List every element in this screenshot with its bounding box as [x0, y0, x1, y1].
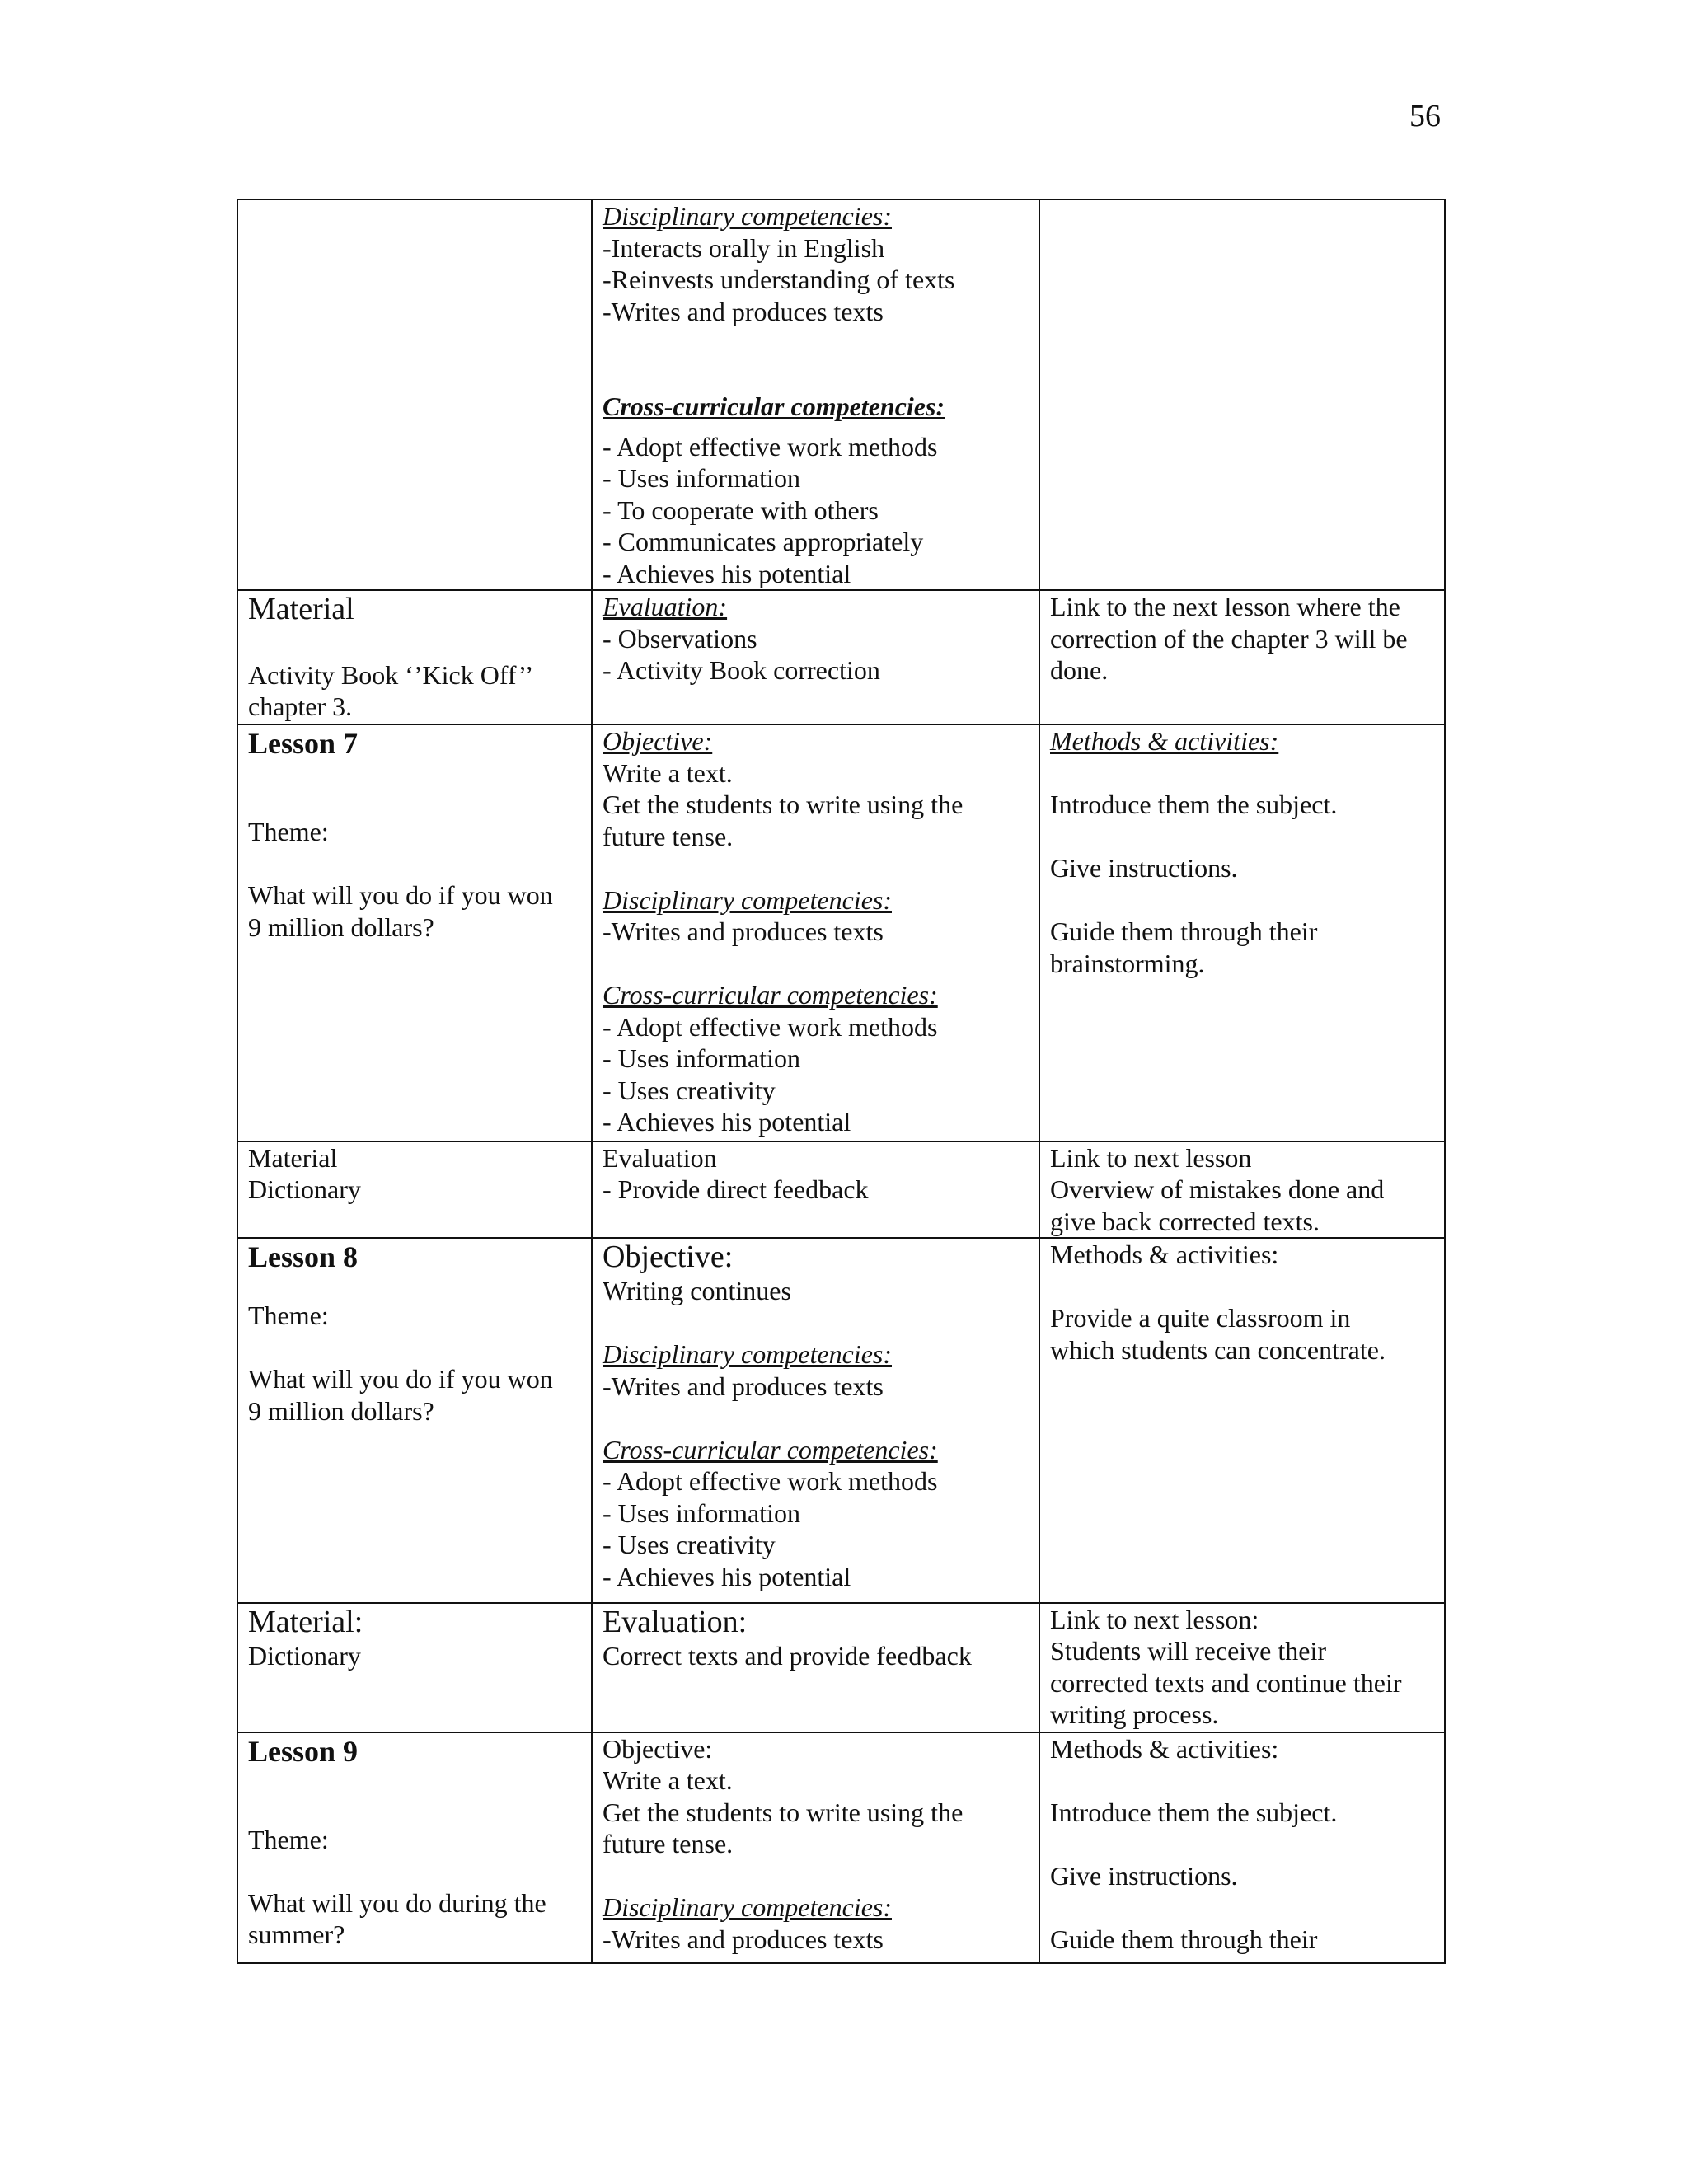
- table-row: [237, 1732, 1445, 1963]
- material-title: Material:: [248, 1604, 363, 1639]
- disciplinary-heading: Disciplinary competencies:: [603, 1339, 892, 1370]
- method-line: Guide them through their: [1050, 1924, 1318, 1954]
- row1-right-cell: [1039, 199, 1445, 590]
- theme-text: summer?: [248, 1919, 345, 1950]
- material-line: chapter 3.: [248, 691, 353, 722]
- table-row: [237, 590, 1445, 724]
- table-row: [237, 1603, 1445, 1732]
- objective-line: Write a text.: [603, 757, 733, 788]
- evaluation-line: - Provide direct feedback: [603, 1174, 869, 1205]
- evaluation-heading: Evaluation:: [603, 592, 728, 622]
- lesson-9-cell: [237, 1732, 592, 1963]
- objective-heading: Objective:: [603, 1240, 734, 1275]
- lesson-plan-table: [237, 199, 1446, 1964]
- material-title: Material: [248, 592, 354, 627]
- evaluation-cell: [592, 1603, 1039, 1732]
- lesson-8-cell: [237, 1238, 592, 1602]
- objective-line: future tense.: [603, 1829, 734, 1859]
- theme-text: What will you do during the: [248, 1887, 546, 1918]
- link-cell: [1039, 590, 1445, 724]
- list-item: - Achieves his potential: [603, 1561, 851, 1591]
- row1-left-cell: [237, 199, 592, 590]
- lesson-title: Lesson 7: [248, 727, 359, 761]
- theme-text: 9 million dollars?: [248, 1395, 434, 1426]
- theme-label: Theme:: [248, 1824, 329, 1854]
- objective-line: Get the students to write using the: [603, 1797, 964, 1827]
- objective-line: future tense.: [603, 821, 734, 851]
- list-item: -Writes and produces texts: [603, 1371, 884, 1401]
- lesson-7-methods-cell: [1039, 724, 1445, 1141]
- material-line: Dictionary: [248, 1640, 361, 1671]
- link-line: corrected texts and continue their: [1050, 1667, 1402, 1698]
- list-item: -Writes and produces texts: [603, 916, 884, 947]
- material-line: Dictionary: [248, 1174, 361, 1205]
- link-line: give back corrected texts.: [1050, 1206, 1320, 1236]
- list-item: - Uses information: [603, 1043, 800, 1074]
- method-line: which students can concentrate.: [1050, 1334, 1386, 1365]
- material-cell: [237, 1141, 592, 1239]
- table-row: [237, 1141, 1445, 1239]
- method-line: Provide a quite classroom in: [1050, 1303, 1351, 1333]
- theme-label: Theme:: [248, 1301, 329, 1331]
- link-line: done.: [1050, 655, 1109, 686]
- list-item: - Observations: [603, 623, 757, 654]
- page-number: 56: [1409, 99, 1441, 134]
- list-item: - Achieves his potential: [603, 558, 851, 588]
- theme-text: 9 million dollars?: [248, 912, 434, 942]
- method-line: brainstorming.: [1050, 948, 1205, 978]
- lesson-9-objective-cell: [592, 1732, 1039, 1963]
- link-line: Students will receive their: [1050, 1636, 1327, 1666]
- cross-curricular-heading: Cross-curricular competencies:: [603, 391, 945, 421]
- list-item: -Interacts orally in English: [603, 232, 885, 263]
- theme-text: What will you do if you won: [248, 880, 553, 911]
- lesson-7-objective-cell: [592, 724, 1039, 1141]
- objective-heading: Objective:: [603, 1733, 713, 1764]
- list-item: - Communicates appropriately: [603, 527, 924, 556]
- objective-line: Writing continues: [603, 1276, 791, 1306]
- row1-middle-cell: [592, 199, 1039, 590]
- objective-line: Get the students to write using the: [603, 790, 964, 820]
- evaluation-heading: Evaluation:: [603, 1604, 748, 1639]
- link-cell: [1039, 1141, 1445, 1239]
- evaluation-cell: [592, 590, 1039, 724]
- link-line: Link to next lesson:: [1050, 1604, 1259, 1634]
- material-cell: [237, 1603, 592, 1732]
- list-item: - Uses creativity: [603, 1075, 776, 1105]
- link-line: correction of the chapter 3 will be: [1050, 623, 1408, 654]
- list-item: - Achieves his potential: [603, 1107, 851, 1137]
- link-line: Link to the next lesson where the: [1050, 592, 1400, 622]
- lesson-title: Lesson 9: [248, 1734, 359, 1768]
- link-line: writing process.: [1050, 1699, 1219, 1730]
- methods-heading: Methods & activities:: [1050, 726, 1279, 757]
- list-item: - To cooperate with others: [603, 494, 879, 525]
- method-line: Give instructions.: [1050, 853, 1238, 883]
- list-item: - Activity Book correction: [603, 655, 880, 686]
- list-item: - Adopt effective work methods: [603, 1466, 938, 1497]
- list-item: - Adopt effective work methods: [603, 1011, 938, 1042]
- list-item: - Uses information: [603, 1497, 800, 1528]
- method-line: Introduce them the subject.: [1050, 790, 1338, 820]
- lesson-9-methods-cell: [1039, 1732, 1445, 1963]
- table-row: [237, 199, 1445, 590]
- list-item: - Uses information: [603, 463, 800, 493]
- theme-label: Theme:: [248, 817, 329, 847]
- link-cell: [1039, 1603, 1445, 1732]
- cross-curricular-heading: Cross-curricular competencies:: [603, 980, 938, 1010]
- list-item: -Writes and produces texts: [603, 1924, 884, 1954]
- material-cell: [237, 590, 592, 724]
- lesson-7-cell: [237, 724, 592, 1141]
- table-row: [237, 724, 1445, 1141]
- evaluation-cell: [592, 1141, 1039, 1239]
- lesson-title: Lesson 8: [248, 1240, 359, 1274]
- list-item: - Uses creativity: [603, 1530, 776, 1560]
- disciplinary-heading: Disciplinary competencies:: [603, 201, 892, 231]
- objective-line: Write a text.: [603, 1765, 733, 1796]
- disciplinary-heading: Disciplinary competencies:: [603, 1892, 892, 1923]
- lesson-8-objective-cell: [592, 1238, 1039, 1602]
- method-line: Guide them through their: [1050, 916, 1318, 947]
- evaluation-line: Evaluation: [603, 1142, 717, 1173]
- list-item: -Reinvests understanding of texts: [603, 265, 955, 294]
- list-item: - Adopt effective work methods: [603, 431, 938, 462]
- methods-heading: Methods & activities:: [1050, 1240, 1279, 1270]
- method-line: Introduce them the subject.: [1050, 1797, 1338, 1827]
- material-line: Activity Book ‘’Kick Off’’: [248, 659, 534, 690]
- link-line: Overview of mistakes done and: [1050, 1174, 1385, 1205]
- list-item: -Writes and produces texts: [603, 296, 884, 326]
- disciplinary-heading: Disciplinary competencies:: [603, 884, 892, 915]
- table-row: [237, 1238, 1445, 1602]
- material-line: Material: [248, 1142, 338, 1173]
- theme-text: What will you do if you won: [248, 1364, 553, 1394]
- cross-curricular-heading: Cross-curricular competencies:: [603, 1434, 938, 1465]
- method-line: Give instructions.: [1050, 1860, 1238, 1891]
- lesson-8-methods-cell: [1039, 1238, 1445, 1602]
- objective-heading: Objective:: [603, 726, 713, 757]
- evaluation-line: Correct texts and provide feedback: [603, 1640, 972, 1671]
- methods-heading: Methods & activities:: [1050, 1733, 1279, 1764]
- link-line: Link to next lesson: [1050, 1142, 1252, 1173]
